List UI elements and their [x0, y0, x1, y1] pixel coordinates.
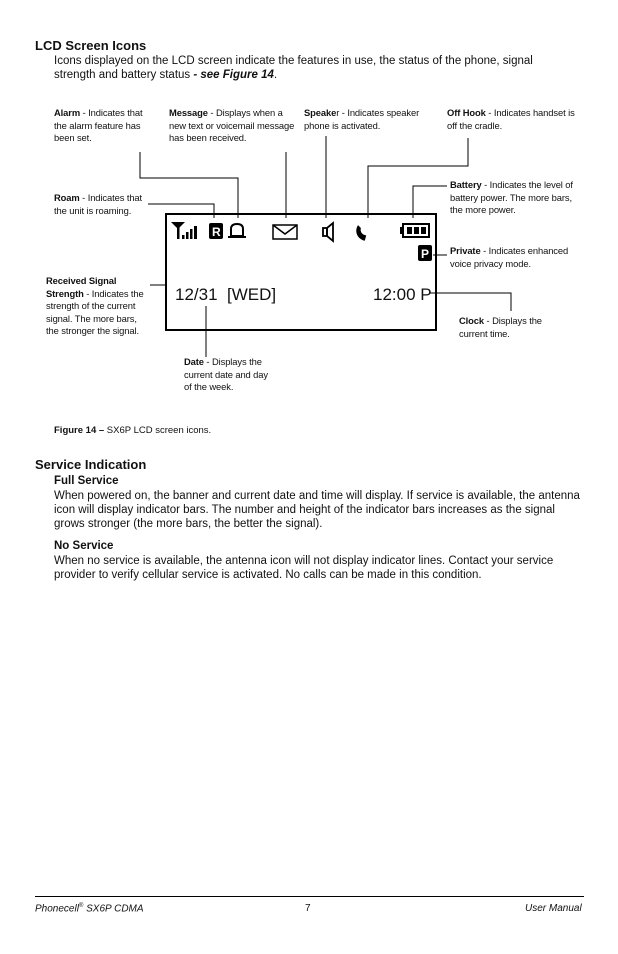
lcd-intro-paragraph: Icons displayed on the LCD screen indicate the features in use, the status of the phone, signal strength and battery status - see Figure 14. [54, 55, 533, 81]
footer-divider [35, 896, 584, 897]
callout-speaker: Speaker - Indicates speaker phone is activated. [304, 107, 420, 131]
envelope-icon [273, 225, 297, 239]
callout-date: Date - Displays the current date and day of the week. [184, 356, 268, 393]
speaker-icon [323, 223, 333, 241]
footer-product: Phonecell® SX6P CDMA [35, 903, 144, 915]
callout-clock: Clock - Displays the current time. [459, 315, 542, 339]
footer-doc-title: User Manual [525, 903, 582, 914]
no-service-text: When no service is available, the antenna icon will not display indicator lines. Contact your service provider to verify cellular service is activated. No calls can be made in this condition. [54, 555, 554, 581]
handset-icon [353, 224, 368, 243]
callout-message: Message - Displays when a new text or voicemail message has been received. [169, 107, 295, 144]
lcd-date: 12/31 [WED] [175, 285, 277, 304]
section-heading-lcd: LCD Screen Icons [35, 38, 147, 53]
svg-text:P: P [421, 247, 430, 261]
callout-alarm: Alarm - Indicates that the alarm feature has been set. [54, 107, 143, 144]
section-heading-service: Service Indication [35, 457, 147, 472]
roam-icon [209, 223, 223, 239]
figure-caption: Figure 14 – SX6P LCD screen icons. [54, 425, 212, 436]
callout-private: Private - Indicates enhanced voice privacy mode. [450, 245, 569, 269]
page-number: 7 [305, 903, 311, 914]
callout-signal: Received Signal Strength - Indicates the strength of the current signal. The more bars, the stronger the signal. [46, 275, 144, 337]
privacy-icon [418, 245, 432, 261]
lcd-screen [165, 213, 437, 331]
battery-icon [400, 224, 429, 237]
svg-text:R: R [212, 225, 221, 239]
no-service-title: No Service [54, 540, 114, 552]
full-service-text: When powered on, the banner and current date and time will display. If service is available, the antenna icon will display indicator bars. The number and height of the indicator bars increases as the signal grows stronger (the more bars, the better the signal). [54, 490, 580, 530]
full-service-title: Full Service [54, 475, 119, 487]
callout-offhook: Off Hook - Indicates handset is off the cradle. [447, 107, 575, 131]
callout-battery: Battery - Indicates the level of battery power. The more bars, the more power. [450, 179, 573, 216]
antenna-signal-icon [171, 222, 197, 239]
callout-roam: Roam - Indicates that the unit is roaming. [54, 192, 143, 216]
lcd-clock: 12:00 P [373, 285, 432, 304]
alarm-bell-icon [228, 224, 246, 237]
lcd-icon-row [167, 215, 435, 329]
